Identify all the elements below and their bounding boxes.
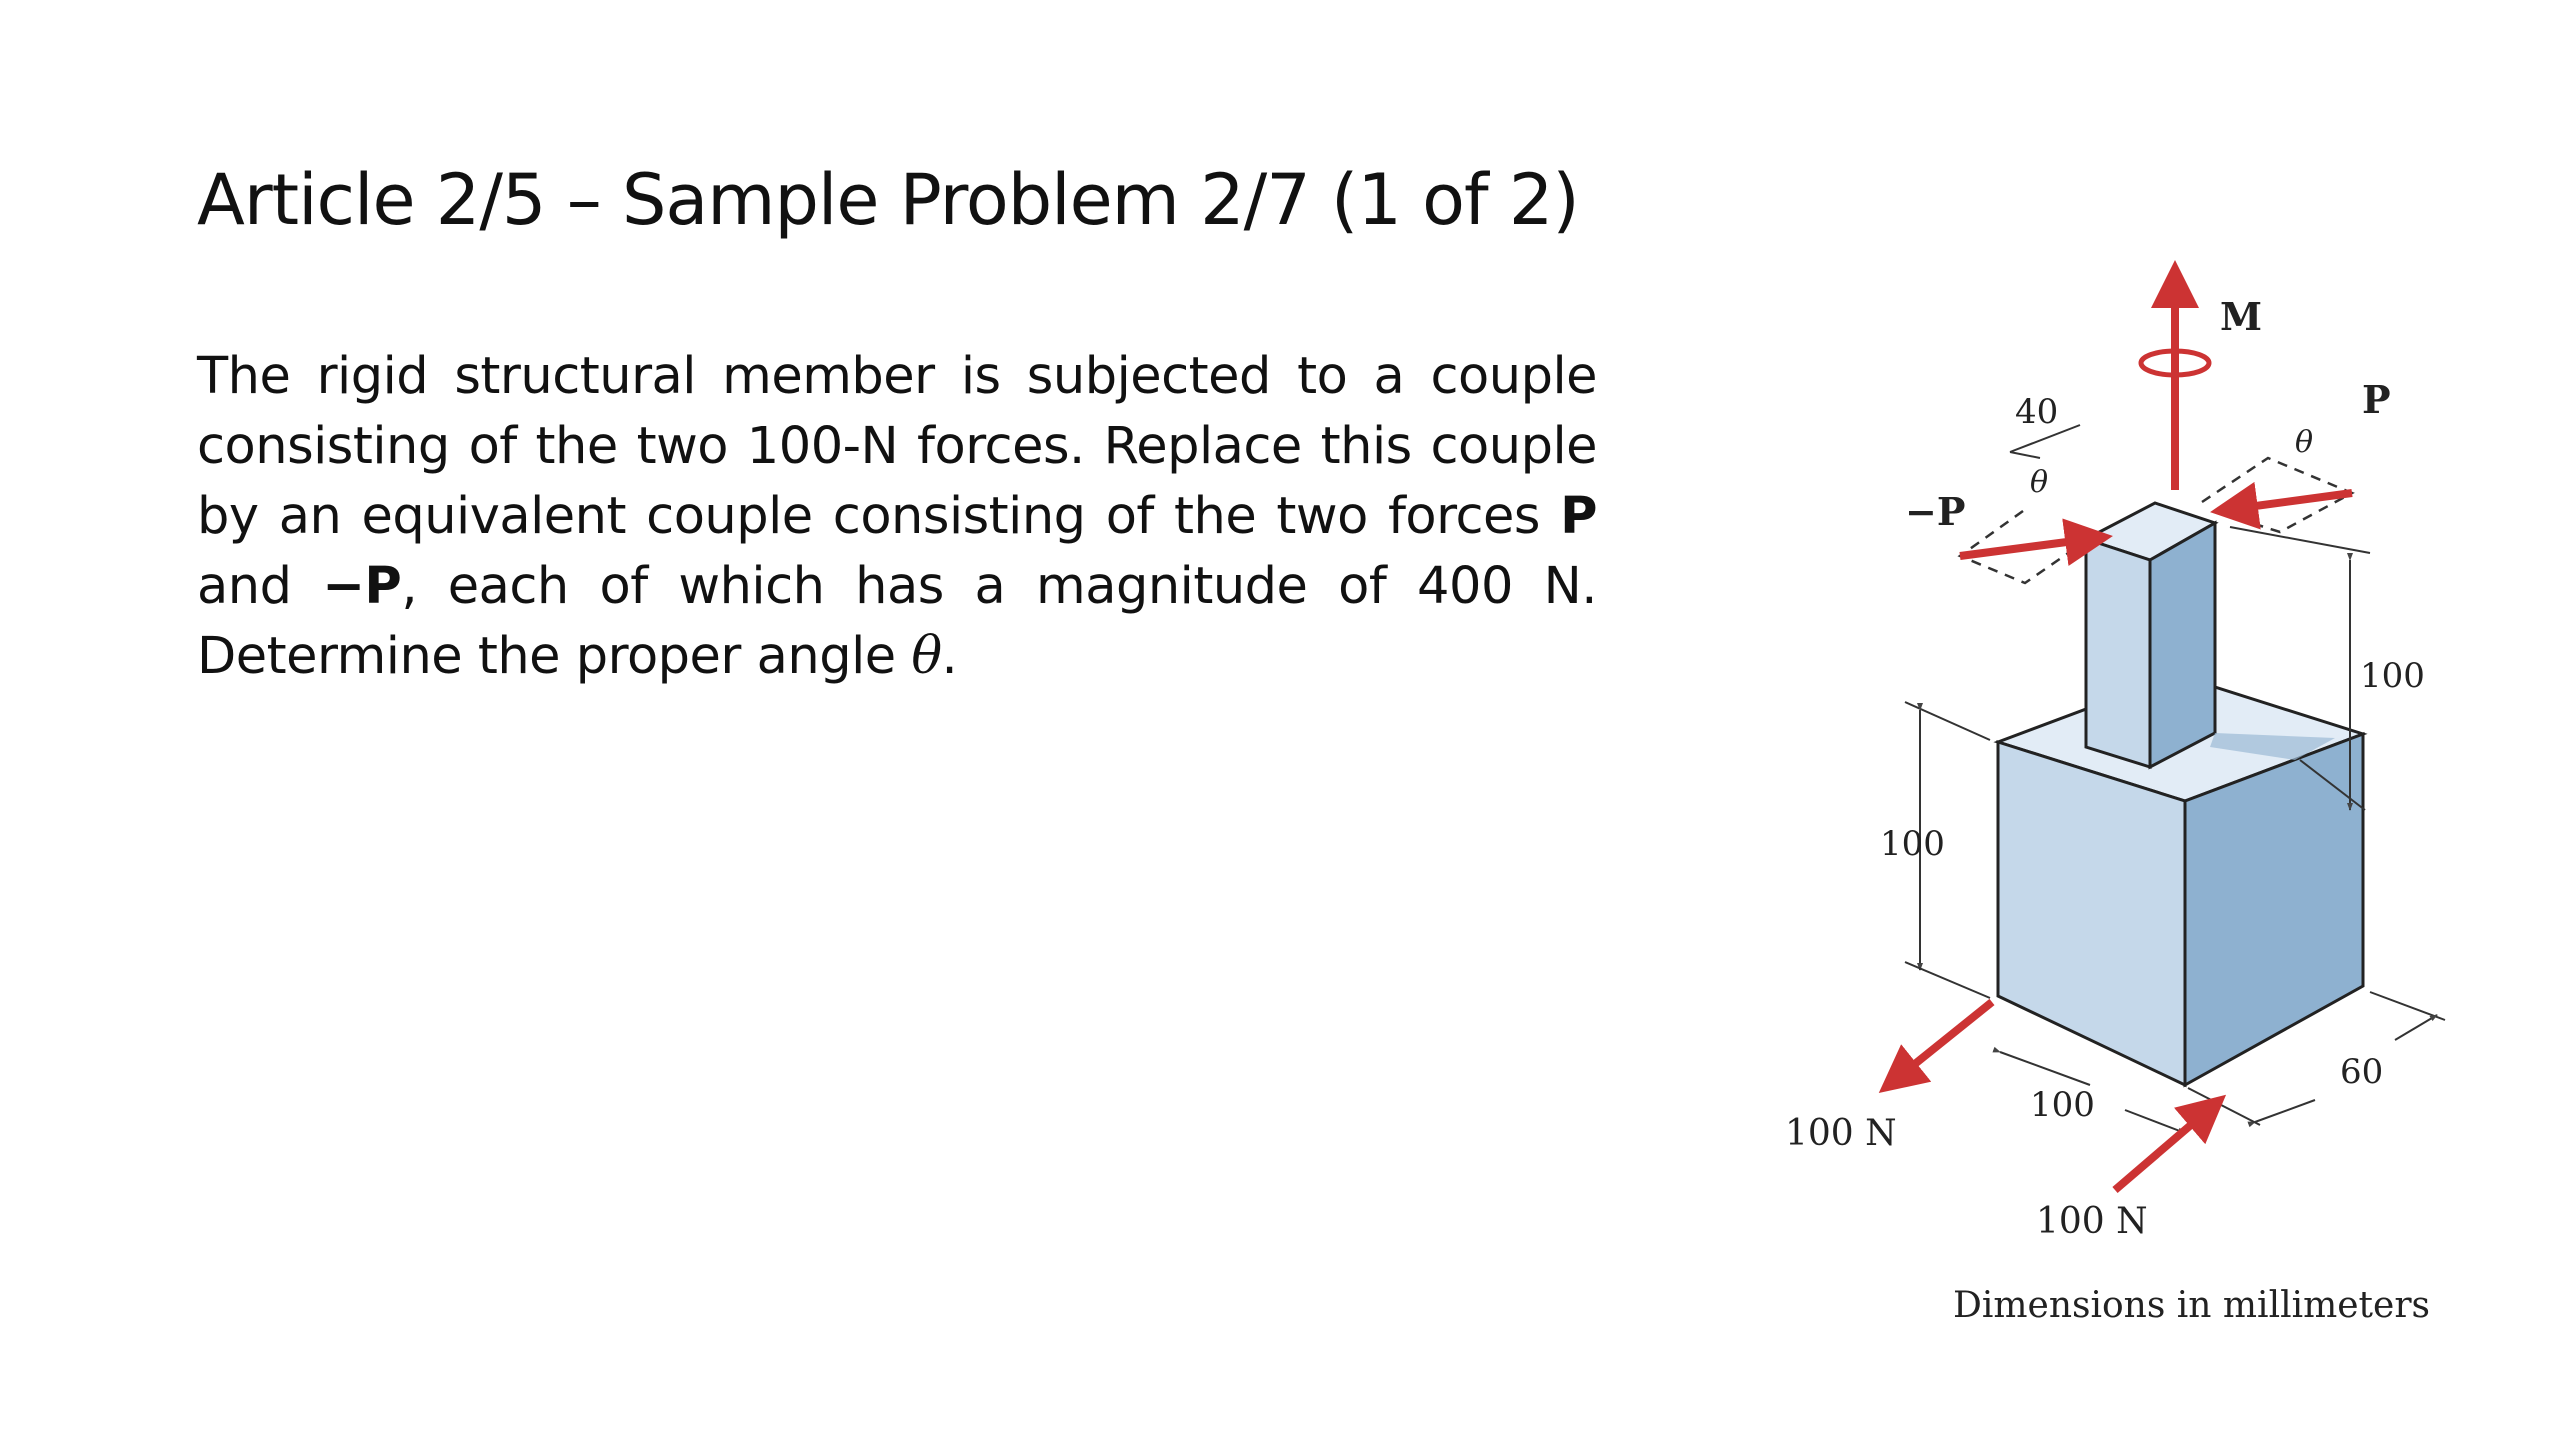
base-front-face (1998, 742, 2185, 1085)
label-M: M (2220, 294, 2263, 339)
force-bottom-label: 100 N (2036, 1201, 2148, 1242)
figure-caption: Dimensions in millimeters (1953, 1285, 2430, 1326)
structure-figure (1740, 240, 2500, 1360)
pillar-front-face (2086, 539, 2150, 767)
force-100N-left-arrow (1885, 1002, 1992, 1088)
label-theta-right: θ (2295, 425, 2314, 460)
dim-60: 60 (2340, 1052, 2384, 1092)
structure-diagram (1740, 240, 2500, 1360)
force-negP-arrow (1960, 537, 2105, 556)
theta-symbol: θ (911, 627, 942, 686)
label-P: P (2362, 377, 2391, 422)
dim-100-left: 100 (1880, 824, 1945, 864)
dim-100-bottom: 100 (2030, 1085, 2095, 1125)
problem-text-part2: , each of which has a magnitude of 400 N. Determine the proper angle (197, 557, 1597, 686)
force-100N-bottom-arrow (2115, 1100, 2220, 1190)
force-P-arrow (2218, 493, 2352, 511)
moment-M-arrow (2141, 268, 2209, 490)
label-negP: −P (1905, 489, 1966, 534)
force-left-label: 100 N (1785, 1113, 1897, 1154)
slide-title: Article 2/5 – Sample Problem 2/7 (1 of 2) (197, 159, 1579, 241)
problem-text-part1: The rigid structural member is subjected to a couple consisting of the two 100-N forces. Replace this couple by an equivalent couple consisting of the two forces (197, 347, 1597, 546)
label-theta-left: θ (2030, 465, 2049, 500)
force-P-label: P (1560, 487, 1597, 546)
dim-40: 40 (2015, 392, 2059, 432)
dim-100-upper: 100 (2360, 656, 2425, 696)
force-negP-label: −P (322, 557, 402, 616)
pillar-side-face (2150, 523, 2215, 767)
problem-text-and: and (197, 557, 323, 616)
problem-statement (197, 342, 1597, 692)
problem-text-end: . (941, 627, 958, 686)
